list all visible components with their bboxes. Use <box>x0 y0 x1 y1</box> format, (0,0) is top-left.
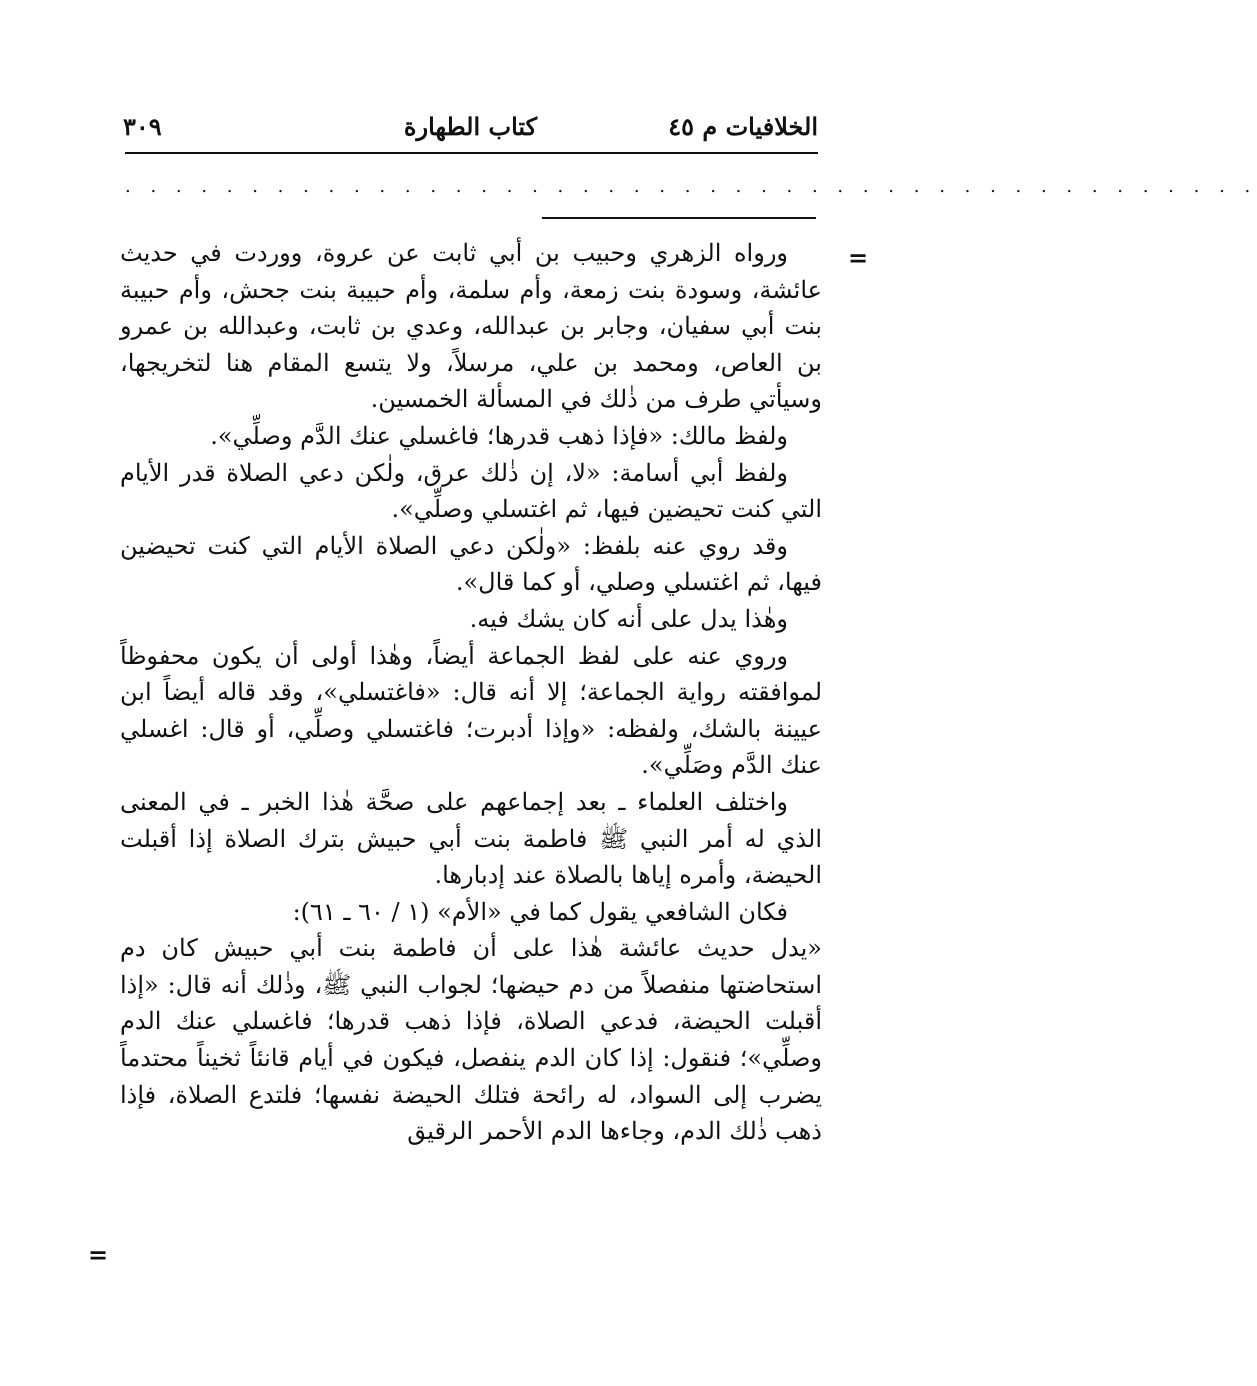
book-label: الخلافيات م ٤٥ <box>668 112 818 141</box>
paragraph: وروي عنه على لفظ الجماعة أيضاً، وهٰذا أولى أن يكون محفوظاً لموافقته رواية الجماعة؛ إلا أنه قال: «فاغتسلي»، وقد قاله أيضاً ابن عيينة بالشك، ولفظه: «وإذا أدبرت؛ فاغتسلي وصلِّي، أو قال: اغسلي عنك الدَّم وصَلِّي». <box>120 641 822 780</box>
paragraph: فكان الشافعي يقول كما في «الأم» (١ / ٦٠ ـ ٦١): <box>292 897 788 926</box>
page-number: ٣٠٩ <box>123 112 162 141</box>
footnote-rule <box>542 217 816 219</box>
paragraph: ولفظ مالك: «فإذا ذهب قدرها؛ فاغسلي عنك الدَّم وصلِّي». <box>210 421 788 450</box>
chapter-title: كتاب الطهارة <box>403 112 538 141</box>
paragraph: ورواه الزهري وحبيب بن أبي ثابت عن عروة، ووردت في حديث عائشة، وسودة بنت زمعة، وأم سلمة، وأم حبيبة بنت جحش، وأم حبيبة بنت أبي سفيان، وجابر بن عبدالله، وعدي بن ثابت، وعبدالله بن عمرو بن العاص، ومحمد بن علي، مرسلاً، ولا يتسع المقام هنا لتخريجها، وسيأتي طرف من ذٰلك في المسألة الخمسين. <box>120 239 822 414</box>
paragraph: وقد روي عنه بلفظ: «ولٰكن دعي الصلاة الأيام التي كنت تحيضين فيها، ثم اغتسلي وصلي، أو كما قال». <box>120 531 822 597</box>
separator-dots: . . . . . . . . . . . . . . . . . . . . . . . . . . . . . . . . . . . . . . . . . . . . . <box>125 176 1257 197</box>
header-rule <box>125 152 818 154</box>
continuation-mark-bottom: = <box>88 1240 109 1269</box>
continuation-mark-top: = <box>848 243 869 272</box>
footnote-body <box>120 235 822 1150</box>
paragraph: واختلف العلماء ـ بعد إجماعهم على صحَّة هٰذا الخبر ـ في المعنى الذي له أمر النبي ﷺ فاطمة بنت أبي حبيش بترك الصلاة إذا أقبلت الحيضة، وأمره إياها بالصلاة عند إدبارها. <box>120 787 822 890</box>
paragraph: وهٰذا يدل على أنه كان يشك فيه. <box>469 604 788 633</box>
page-header <box>123 112 818 148</box>
paragraph: ولفظ أبي أسامة: «لا، إن ذٰلك عرق، ولٰكن دعي الصلاة قدر الأيام التي كنت تحيضين فيها، ثم اغتسلي وصلِّي». <box>120 458 822 524</box>
paragraph: «يدل حديث عائشة هٰذا على أن فاطمة بنت أبي حبيش كان دم استحاضتها منفصلاً من دم حيضها؛ لجواب النبي ﷺ، وذٰلك أنه قال: «إذا أقبلت الحيضة، فدعي الصلاة، فإذا ذهب قدرها؛ فاغسلي عنك الدم وصلِّي»؛ فنقول: إذا كان الدم ينفصل، فيكون في أيام قانئاً ثخيناً محتدماً يضرب إلى السواد، له رائحة فتلك الحيضة نفسها؛ فلتدع الصلاة، فإذا ذهب ذٰلك الدم، وجاءها الدم الأحمر الرقيق <box>120 934 822 1146</box>
